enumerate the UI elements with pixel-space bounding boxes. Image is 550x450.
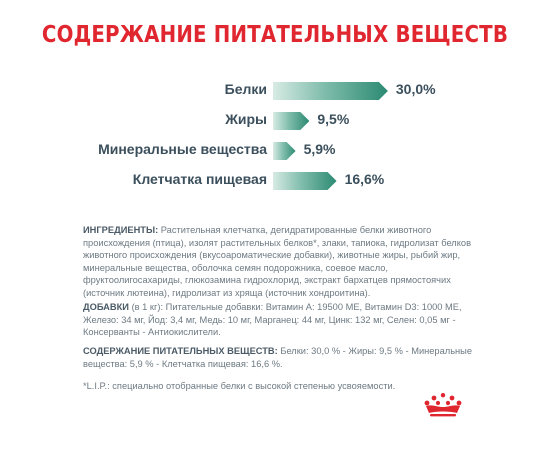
nutrient-value: 9,5% — [317, 111, 350, 127]
nutrient-value: 5,9% — [303, 141, 336, 157]
additives-section — [83, 301, 483, 339]
nutrient-row-fiber — [0, 170, 550, 192]
additives-text: Питательные добавки: Витамин А: 19500 МЕ, Витамин D3: 1000 МЕ, Железо: 34 мг, Йод: 3,4 мг, Медь: 10 мг, Марганец: 44 мг, Цинк: 132 мг, Селен: 0,05 мг - Консерванты - Антиокислители. — [83, 302, 462, 338]
nutrient-row-fat — [0, 110, 550, 132]
nutrient-value: 30,0% — [395, 81, 436, 97]
footnote: *L.I.P.: специально отобранные белки с высокой степенью усвояемости. — [83, 381, 396, 391]
nutrient-label: Жиры — [225, 111, 267, 127]
nutrient-label: Минеральные вещества — [98, 141, 267, 157]
nutrient-bar — [273, 112, 309, 130]
nutrient-row-minerals — [0, 140, 550, 162]
additives-unit: (в 1 кг): — [131, 302, 164, 312]
ingredients-heading: ИНГРЕДИЕНТЫ: — [83, 225, 159, 235]
nutrient-label: Клетчатка пищевая — [132, 171, 267, 187]
page-title: СОДЕРЖАНИЕ ПИТАТЕЛЬНЫХ ВЕЩЕСТВ — [41, 22, 509, 48]
nutrient-row-protein — [0, 80, 550, 102]
nutrient-label: Белки — [224, 81, 267, 97]
nutrient-value: 16,6% — [344, 171, 385, 187]
analysis-section — [83, 345, 483, 370]
analysis-heading: СОДЕРЖАНИЕ ПИТАТЕЛЬНЫХ ВЕЩЕСТВ: — [83, 346, 278, 356]
nutrient-bar — [273, 142, 296, 160]
additives-heading: ДОБАВКИ — [83, 302, 129, 312]
nutrient-bar — [273, 172, 337, 190]
ingredients-text: Растительная клетчатка, дегидратированные белки животного происхождения (птица), изолят растительных белков*, злаки, тапиока, гидролизат белков животного происхождения (вкусоароматические добавки), животные жиры, рыбий жир, минеральные вещества, оболочка семян подорожника, соевое масло, фруктоолигосахариды, глюкозамина гидрохлорид, экстракт бархатцев прямостоячих (источник лютеина), гидролизат из хряща (источник хондроитина). — [83, 225, 472, 298]
analysis-text: Белки: 30,0 % - Жиры: 9,5 % - Минеральные вещества: 5,9 % - Клетчатка пищевая: 16,6 %. — [83, 346, 473, 369]
ingredients-section — [83, 224, 483, 300]
royal-canin-crown-logo-icon — [423, 392, 463, 418]
nutrient-bar — [273, 82, 388, 100]
nutrient-bars — [0, 80, 550, 200]
